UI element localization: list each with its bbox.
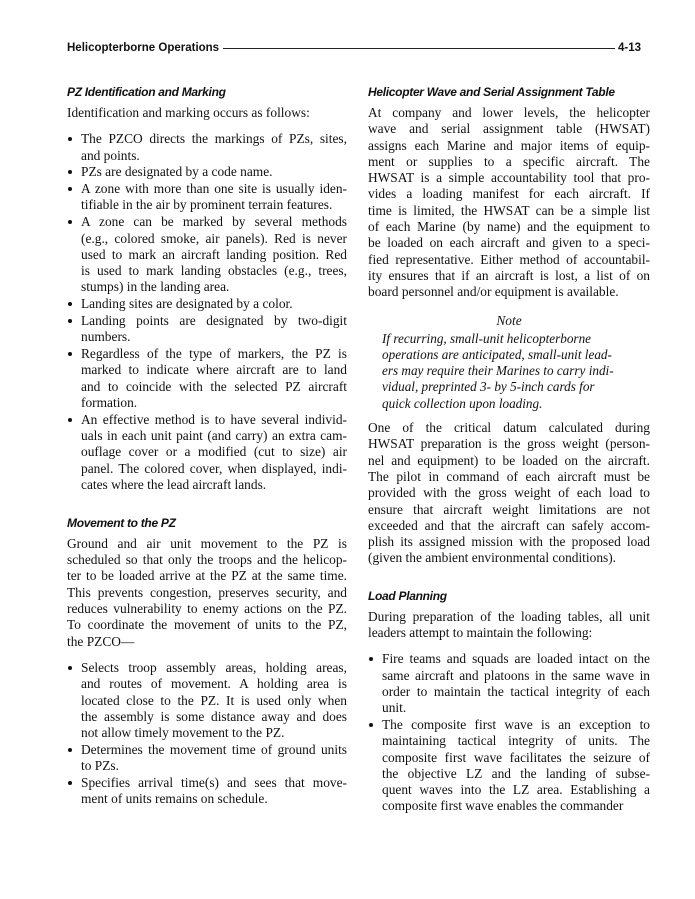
list-item	[67, 660, 347, 741]
text-line: ment or supplies to a specific aircraft. The	[368, 153, 650, 169]
section-heading-load-planning: Load Planning	[368, 588, 447, 603]
bullet-icon	[369, 657, 373, 661]
list-item	[67, 164, 347, 180]
list-item-text	[81, 346, 347, 411]
list-item-text	[382, 651, 650, 716]
text-line: uals in each unit paint (and carry) an extra cam-	[81, 428, 347, 444]
note-title: Note	[496, 312, 522, 328]
text-line: and to coincide with the selected PZ aircraft	[81, 378, 347, 394]
text-line: The composite first wave is an exception to	[382, 717, 650, 732]
bullet-icon	[68, 781, 72, 785]
text-line: Determines the movement time of ground units	[81, 741, 347, 757]
text-line: and routes of movement. A holding area is	[81, 676, 347, 692]
load-planning-paragraph	[368, 609, 650, 642]
bullet-icon	[68, 170, 72, 174]
text-line: same aircraft and platoons in the same wave in	[382, 667, 650, 683]
text-line: leaders attempt to maintain the following:	[368, 625, 593, 641]
text-line: composite first wave facilitates the seizure of	[382, 749, 650, 765]
text-line: is used to mark landing obstacles (e.g., trees,	[81, 263, 347, 279]
list-item	[67, 346, 347, 411]
text-line: ter to be loaded arrive at the PZ at the same time.	[67, 568, 347, 584]
list-item	[67, 412, 347, 493]
text-line: At company and lower levels, the helicopter	[368, 105, 650, 120]
text-line: composite first wave enables the commander	[382, 798, 624, 814]
text-line: unit.	[382, 700, 407, 716]
text-line: exceeded and that the aircraft can safely accom-	[368, 517, 650, 533]
text-line: to PZs.	[81, 758, 119, 774]
pz-marking-list	[67, 131, 347, 493]
left-column	[67, 84, 347, 808]
text-line: (e.g., colored smoke, air panels). Red is never	[81, 230, 347, 246]
page-number: 4-13	[617, 42, 641, 54]
text-line: ensure that aircraft weight limitations are not	[368, 501, 650, 517]
hwsat-paragraph	[368, 105, 650, 301]
text-line: plish its assigned mission with the proposed load	[368, 534, 650, 550]
list-item	[67, 214, 347, 295]
bullet-icon	[68, 352, 72, 356]
text-line: panel. The colored cover, when displayed, indi-	[81, 460, 347, 476]
text-line: ment of units remains on schedule.	[81, 791, 268, 807]
text-line: Landing points are designated by two-digit	[81, 313, 347, 329]
list-item	[67, 775, 347, 808]
text-line: An effective method is to have several individ-	[81, 411, 347, 427]
text-line: nel and equipment) to be loaded on the aircraft.	[368, 452, 650, 468]
text-line: ouflage cover or a modified (cut to size) air	[81, 444, 347, 460]
list-item-text	[81, 660, 347, 741]
text-line: located close to the PZ. It is used only when	[81, 692, 347, 708]
note-line: operations are anticipated, small-unit lead-	[382, 346, 612, 362]
bullet-icon	[369, 723, 373, 727]
text-line: During preparation of the loading tables, all unit	[368, 608, 650, 624]
note-line: If recurring, small-unit helicopterborne	[382, 330, 592, 346]
text-line: numbers.	[81, 329, 131, 345]
section-heading-hwsat: Helicopter Wave and Serial Assignment Table	[368, 85, 615, 99]
pzco-duties-list	[67, 660, 347, 808]
text-line: assigns each Marine and major items of equip-	[368, 137, 650, 153]
text-line: stumps) in the landing area.	[81, 279, 230, 295]
bullet-icon	[68, 748, 72, 752]
list-item-text	[81, 775, 347, 808]
list-item-text	[81, 131, 347, 164]
text-line: fied representative. Either method of accountabil-	[368, 251, 650, 267]
list-item	[67, 131, 347, 164]
bullet-icon	[68, 666, 72, 670]
text-line: order to maintain the tactical integrity of each	[382, 683, 650, 699]
header-title: Helicopterborne Operations	[67, 42, 220, 54]
gross-weight-paragraph	[368, 420, 650, 567]
text-line: reduces vulnerability to enemy actions on the PZ.	[67, 601, 347, 617]
bullet-icon	[68, 418, 72, 422]
list-item-text	[81, 742, 347, 775]
list-item	[67, 313, 347, 346]
list-item	[368, 717, 650, 815]
load-planning-list	[368, 651, 650, 814]
text-line: used to mark an aircraft landing position. Red	[81, 246, 347, 262]
text-line: be loaded on each aircraft and given to a speci-	[368, 235, 650, 251]
text-line: Specifies arrival time(s) and sees that move-	[81, 774, 347, 790]
text-line: wave and serial assignment table (HWSAT)	[368, 121, 650, 137]
list-item-text	[81, 296, 347, 312]
intro-paragraph	[67, 105, 347, 121]
movement-paragraph	[67, 536, 347, 650]
text-line: A zone with more than one site is usually iden-	[81, 181, 347, 197]
text-line: Fire teams and squads are loaded intact on the	[382, 651, 650, 667]
text-line: To coordinate the movement of units to the PZ,	[67, 617, 347, 633]
text-line: Ground and air unit movement to the PZ is	[67, 535, 347, 551]
list-item	[67, 742, 347, 775]
text-line: formation.	[81, 395, 138, 411]
text-line: of each Marine (by name) and the equipment to	[368, 219, 650, 235]
text-line: the PZCO—	[67, 633, 135, 649]
text-line: ity ensures that if an aircraft is lost, a list of on	[368, 267, 650, 283]
text-line: cates where the lead aircraft lands.	[81, 477, 267, 493]
header-rule	[223, 48, 615, 49]
text-line: Regardless of the type of markers, the PZ is	[81, 346, 347, 362]
text-line: The pilot in command of each aircraft must be	[368, 468, 650, 484]
note-body	[382, 331, 632, 412]
bullet-icon	[68, 319, 72, 323]
text-line: the assembly is some distance away and does	[81, 708, 347, 724]
text-line: The PZCO directs the markings of PZs, sites,	[81, 131, 347, 147]
text-line: Selects troop assembly areas, holding areas,	[81, 659, 347, 675]
text-line: the objective LZ and the landing of subse-	[382, 765, 650, 781]
list-item-text	[81, 412, 347, 493]
text-line: tifiable in the air by prominent terrain features.	[81, 197, 333, 213]
text-line: provided with the gross weight of each load to	[368, 485, 650, 501]
text-line: maintaining tactical integrity of units. The	[382, 733, 650, 749]
bullet-icon	[68, 220, 72, 224]
text-line: time is limited, the HWSAT can be a simple list	[368, 202, 650, 218]
note-line: vidual, preprinted 3- by 5-inch cards for	[382, 379, 595, 395]
text-line: HWSAT preparation is the gross weight (person-	[368, 436, 650, 452]
running-header	[67, 40, 641, 56]
right-column	[368, 84, 650, 815]
text-line: vides a loading manifest for each aircraft. If	[368, 186, 650, 202]
text-line: marked to indicate where aircraft are to land	[81, 362, 347, 378]
text-line: A zone can be marked by several methods	[81, 214, 347, 230]
list-item	[67, 296, 347, 312]
text-line: board personnel and/or equipment is available.	[368, 284, 619, 300]
text-line: One of the critical datum calculated during	[368, 420, 650, 436]
list-item-text	[81, 181, 347, 214]
text-line: HWSAT is a simple accountability tool that pro-	[368, 170, 650, 186]
bullet-icon	[68, 302, 72, 306]
text-line: quent waves into the LZ area. Establishing a	[382, 782, 650, 798]
text-line: Identification and marking occurs as follows:	[67, 105, 310, 120]
note-line: quick collection upon loading.	[382, 395, 543, 411]
list-item-text	[81, 164, 347, 180]
list-item-text	[382, 717, 650, 815]
note-line: ers may require their Marines to carry indi-	[382, 363, 614, 379]
section-heading-movement: Movement to the PZ	[67, 515, 176, 530]
list-item	[67, 181, 347, 214]
text-line: (given the ambient environmental conditions).	[368, 550, 617, 566]
list-item-text	[81, 313, 347, 346]
bullet-icon	[68, 137, 72, 141]
section-heading-pz-identification: PZ Identification and Marking	[67, 85, 226, 99]
text-line: and points.	[81, 147, 140, 163]
text-line: not allow timely movement to the PZ.	[81, 725, 285, 741]
text-line: scheduled so that only the troops and the helicop-	[67, 552, 347, 568]
bullet-icon	[68, 187, 72, 191]
list-item	[368, 651, 650, 716]
list-item-text	[81, 214, 347, 295]
text-line: This prevents congestion, preserves security, and	[67, 584, 347, 600]
text-line: PZs are designated by a code name.	[81, 164, 273, 180]
text-line: Landing sites are designated by a color.	[81, 296, 293, 312]
